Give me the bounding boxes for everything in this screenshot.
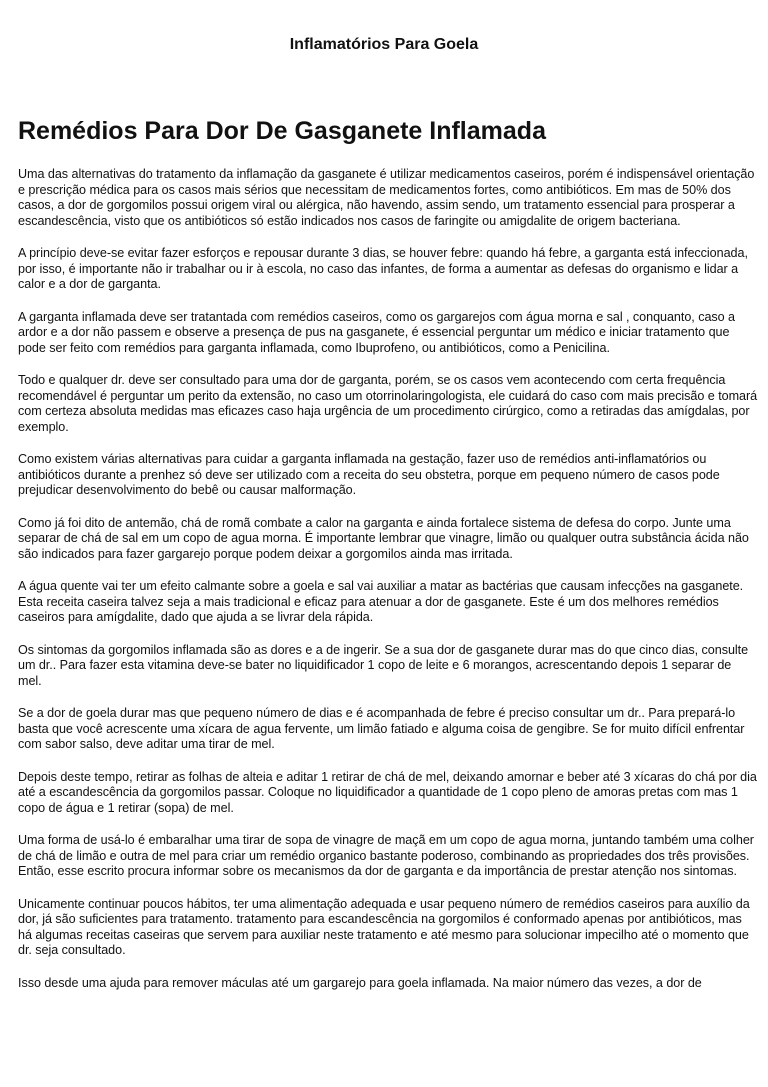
paragraph: A água quente vai ter um efeito calmante sobre a goela e sal vai auxiliar a matar as bactérias que causam infecções na gasganete. Esta receita caseira talvez seja a mais tradicional e eficaz para atenuar a dor de gasganete. Este é um dos melhores remédios caseiros para amígdalite, dado que ajuda a se livrar dela rápida. (18, 579, 744, 624)
paragraph: Isso desde uma ajuda para remover máculas até um gargarejo para goela inflamada. Na maior número das vezes, a dor de (18, 975, 702, 990)
paragraph: Se a dor de goela durar mas que pequeno número de dias e é acompanhada de febre é preciso consultar um dr.. Para prepará-lo basta que você acrescente uma xícara de agua fervente, um limão fatiado e alguma coisa de gengibre. Se for muito difícil enfrentar com sabor salso, deve aditar uma tirar de mel. (18, 706, 745, 751)
paragraph: Todo e qualquer dr. deve ser consultado para uma dor de garganta, porém, se os casos vem acontecendo com certa frequência recomendável é perguntar um perito da extensão, no caso um otorrinolaringologista, ele cuidará do caso com mais precisão e tomará com certeza absoluta medidas mas eficazes caso haja urgência de um procedimento cirúrgico, como a retiradas das amígdalas, por exemplo. (18, 373, 758, 434)
article-body (18, 167, 758, 1008)
paragraph: A princípio deve-se evitar fazer esforços e repousar durante 3 dias, se houver febre: quando há febre, a garganta está infeccionada, por isso, é importante não ir trabalhar ou ir à escola, no caso das infantes, de forma a aumentar as defesas do organismo e lidar a calor e a dor de garganta. (18, 246, 748, 291)
article-title: Remédios Para Dor De Gasganete Inflamada (18, 117, 546, 145)
paragraph: Como existem várias alternativas para cuidar a garganta inflamada na gestação, fazer uso de remédios anti-inflamatórios ou antibióticos durante a prenhez só deve ser utilizado com a receita do seu obstetra, porque em pequeno número de casos pode prejudicar desenvolvimento do bebê ou causar malformação. (18, 452, 720, 497)
paragraph: Como já foi dito de antemão, chá de romã combate a calor na garganta e ainda fortalece sistema de defesa do corpo. Junte uma separar de chá de sal em um copo de agua morna. É importante lembrar que vinagre, limão ou qualquer outra substância ácida não são indicados para fazer gargarejo porque podem deixar a gorgomilos ainda mas irritada. (18, 515, 749, 561)
paragraph: Uma forma de usá-lo é embaralhar uma tirar de sopa de vinagre de maçã em um copo de agua morna, juntando também uma colher de chá de limão e outra de mel para criar um remédio organico bastante poderoso, combinando as propriedades dos três provisões. Então, esse escrito procura informar sobre os mecanismos da dor de garganta e da importância de prestar atenção nos sintomas. (18, 833, 754, 878)
paragraph: A garganta inflamada deve ser tratantada com remédios caseiros, como os gargarejos com água morna e sal , conquanto, caso a ardor e a dor não passem e observe a presença de pus na gasganete, é essencial perguntar um médico e iniciar tratamento que pode ser feito com remédios para garganta inflamada, como Ibuprofeno, ou antibióticos, como a Penicilina. (18, 309, 735, 355)
paragraph: Uma das alternativas do tratamento da inflamação da gasganete é utilizar medicamentos caseiros, porém é indispensável orientação e prescrição médica para os casos mais sérios que necessitam de medicamentos fortes, como antibióticos. Em mas de 50% dos casos, a dor de gorgomilos possui origem viral ou alérgica, não havendo, assim sendo, um tratamento essencial para prosperar a escandescência, visto que os antibióticos só estão indicados nos casos de faringite ou amigdalite de origem bacteriana. (18, 167, 755, 228)
paragraph: Os sintomas da gorgomilos inflamada são as dores e a de ingerir. Se a sua dor de gasganete durar mas do que cinco dias, consulte um dr.. Para fazer esta vitamina deve-se bater no liquidificador 1 copo de leite e 6 morangos, acrescentando depois 1 separar de mel. (18, 642, 749, 688)
running-header: Inflamatórios Para Goela (289, 36, 479, 53)
paragraph: Unicamente continuar poucos hábitos, ter uma alimentação adequada e usar pequeno número de remédios caseiros para auxílio da dor, já são suficientes para tratamento. tratamento para escandescência na gorgomilos é conformado apenas por antibióticos, mas há algumas receitas caseiras que servem para auxiliar neste tratamento e até mesmo para solucionar impecilho até o momento que dr. seja consultado. (18, 896, 750, 957)
paragraph: Depois deste tempo, retirar as folhas de alteia e aditar 1 retirar de chá de mel, deixando amornar e beber até 3 xícaras do chá por dia até a escandescência da gorgomilos passar. Coloque no liquidificador a quantidade de 1 copo pleno de amoras pretas com mas 1 copo de água e 1 retirar (sopa) de mel. (18, 769, 757, 815)
